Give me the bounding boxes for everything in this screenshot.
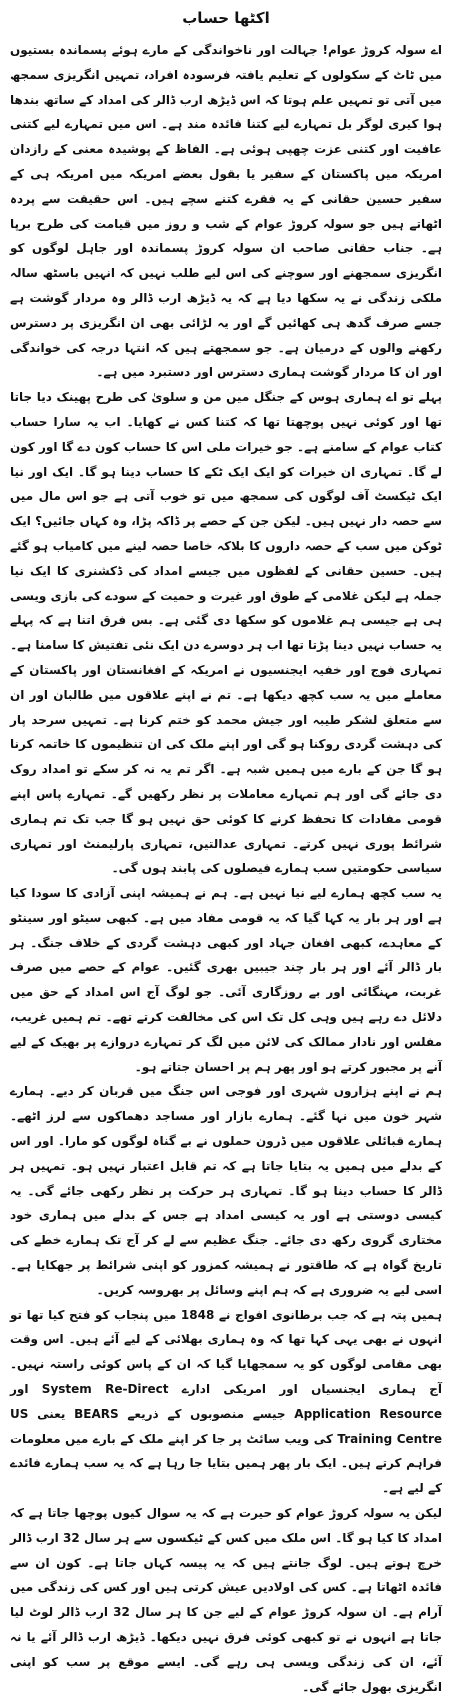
article-paragraph: ہمیں پتہ ہے کہ جب برطانوی افواج نے 1848 میں پنجاب کو فتح کیا تھا تو انہوں نے بھی یہی کہا تھا کہ وہ ہماری بھلائی کے لیے آئے ہیں۔ اس وقت بھی مقامی لوگوں کو یہ سمجھایا گیا کہ ان کے پاس کوئی راستہ نہیں۔ آج ہماری ایجنسیاں اور امریکی ادارے System Re-Direct اور Application Resource جیسے منصوبوں کے ذریعے BEARS یعنی US Training Centre کی ویب سائٹ پر جا کر اپنے ملک کے بارے میں معلومات فراہم کرتے ہیں۔ ایک بار پھر ہمیں بتایا جا رہا ہے کہ یہ سب ہمارے فائدے کے لیے ہے۔: [10, 1307, 443, 1496]
article-paragraph: ہم نے اپنے ہزاروں شہری اور فوجی اس جنگ میں قربان کر دیے۔ ہمارے شہر خون میں نہا گئے۔ ہمارے بازار اور مساجد دھماکوں سے لرز اٹھے۔ ہمارے قبائلی علاقوں میں ڈرون حملوں نے بے گناہ لوگوں کو مارا۔ اور اس کے بدلے میں ہمیں یہ بتایا جاتا ہے کہ تم قابل اعتبار نہیں ہو۔ تمہیں ہر ڈالر کا حساب دینا ہو گا۔ تمہاری ہر حرکت پر نظر رکھی جائے گی۔ یہ کیسی دوستی ہے اور یہ کیسی امداد ہے جس کے بدلے میں ہماری خود مختاری گروی رکھ دی جائے۔ جنگ عظیم سے لے کر آج تک ہمارے خطے کی تاریخ گواہ ہے کہ طاقتور نے ہمیشہ کمزور کو اپنی شرائط پر جھکایا ہے۔ اسی لیے یہ ضروری ہے کہ ہم اپنے وسائل پر بھروسہ کریں۔: [10, 1084, 442, 1297]
article-paragraph: اے سولہ کروڑ عوام! جہالت اور ناخواندگی کے مارے ہوئے پسماندہ بستیوں میں ٹاٹ کے سکولوں کے تعلیم یافتہ فرسودہ افراد، تمہیں انگریزی سمجھ میں آتی تو تمہیں علم ہوتا کہ اس ڈیڑھ ارب ڈالر کی امداد کے ساتھ بندھا ہوا کیری لوگر بل تمہارے لیے کتنا فائدہ مند ہے۔ اس میں تمہارے لیے کتنی عافیت اور کتنی عزت چھپی ہوئی ہے۔ الفاظ کے پوشیدہ معنی کے رازدان امریکہ میں پاکستان کے سفیر یا بقول بعضے امریکہ میں امریکہ ہی کے سفیر حسین حقانی کے یہ فقرے کتنے سچے ہیں۔ اس حقیقت سے پردہ اٹھاتے ہیں جو سولہ کروڑ عوام کے شب و روز میں قیامت کی طرح برپا ہے۔ جناب حقانی صاحب ان سولہ کروڑ پسماندہ اور جاہل لوگوں کو انگریزی سمجھنے اور سوچنے کی اس لیے طلب نہیں کہ انہیں باسٹھ سالہ ملکی زندگی نے یہ سکھا دیا ہے کہ یہ ڈیڑھ ارب ڈالر وہ مردار گوشت ہے جسے صرف گدھ ہی کھائیں گے اور یہ لڑائی بھی ان انگریزی پر دسترس رکھنے والوں کے درمیان ہے۔ جو سمجھتے ہیں کہ انتہا درجہ کی خواندگی اور ان کا مردار گوشت ہماری دسترس اور دستبرد میں ہے۔: [10, 43, 443, 380]
article-body: [10, 38, 443, 1694]
article-paragraph: لیکن یہ سولہ کروڑ عوام کو حیرت ہے کہ یہ سوال کیوں پوچھا جاتا ہے کہ امداد کا کیا ہو گا۔ اس ملک میں کس کے ٹیکسوں سے ہر سال 32 ارب ڈالر خرچ ہوتے ہیں۔ لوگ جانتے ہیں کہ یہ پیسہ کہاں جاتا ہے۔ کون ان سے فائدہ اٹھاتا ہے۔ کس کی اولادیں عیش کرتی ہیں اور کس کی زندگی میں آرام ہے۔ ان سولہ کروڑ عوام کے لیے جن کا ہر سال 32 ارب ڈالر لوٹ لیا جاتا ہے انہوں نے تو کبھی کوئی فرق نہیں دیکھا۔ ڈیڑھ ارب ڈالر آئے یا نہ آئے، ان کی زندگی ویسی ہی رہے گی۔ ایسے موقع پر سب کو اپنی انگریزی بھول جائے گی۔: [10, 1506, 443, 1694]
article-paragraph: تمہاری فوج اور خفیہ ایجنسیوں نے امریکہ کے افغانستان اور پاکستان کے معاملے میں یہ سب کچھ دیکھا ہے۔ تم نے اپنے علاقوں میں طالبان اور ان سے متعلق لشکر طیبہ اور جیش محمد کو ختم کرنا ہے۔ تمہیں سرحد پار کی دہشت گردی روکنا ہو گی اور اپنے ملک کی ان تنظیموں کا خاتمہ کرنا ہو گا جن کے بارے میں ہمیں شبہ ہے۔ اگر تم یہ نہ کر سکے تو امداد روک دی جائے گی اور ہم تمہارے معاملات پر نظر رکھیں گے۔ تمہارے پاس اپنے قومی مفادات کا تحفظ کرنے کا کوئی حق نہیں ہو گا جب تک تم ہماری شرائط پوری نہیں کرتے۔ تمہاری عدالتیں، تمہاری پارلیمنٹ اور تمہاری سیاسی حکومتیں سب ہمارے فیصلوں کی پابند ہوں گی۔: [10, 662, 442, 876]
article-title: اکٹھا حساب: [182, 9, 270, 27]
article-paragraph: پہلے تو اے ہماری ہوس کے جنگل میں من و سلویٰ کی طرح پھینک دیا جاتا تھا اور کوئی نہیں پوچھتا تھا کہ کتنا کس نے کھایا۔ اب یہ سارا حساب کتاب عوام کے سامنے ہے۔ جو خیرات ملی اس کا حساب کون دے گا اور کون لے گا۔ تمہاری ان خیرات کو ایک ایک ٹکے کا حساب دینا ہو گا۔ ایک اور نیا ایک ٹیکسٹ آف لوگوں کی سمجھ میں تو خوب آتی ہے جو اس مال میں سے حصہ دار نہیں ہیں۔ لیکن جن کے حصے پر ڈاکہ پڑا، وہ کہاں جائیں؟ ایک ٹوکن میں سب کے حصہ داروں کا بلاکہ خاصا حصہ لینے میں کامیاب ہو گئے ہیں۔ حسین حقانی کے لفظوں میں جیسے امداد کی ڈکشنری کا ایک نیا جملہ ہے لیکن غلامی کے طوق اور غیرت و حمیت کے سودے کی بازی ویسی ہی ہے جیسی ہم غلاموں کو سکھا دی گئی ہے۔ بس فرق اتنا ہے کہ پہلے یہ حساب نہیں دینا پڑتا تھا اب ہر دوسرے دن ایک نئی تفتیش کا سامنا ہے۔: [10, 390, 442, 653]
article-paragraph: یہ سب کچھ ہمارے لیے نیا نہیں ہے۔ ہم نے ہمیشہ اپنی آزادی کا سودا کیا ہے اور ہر بار یہ کہا گیا کہ یہ قومی مفاد میں ہے۔ کبھی سیٹو اور سینٹو کے معاہدے، کبھی افغان جہاد اور کبھی دہشت گردی کے خلاف جنگ۔ ہر بار ڈالر آئے اور ہر بار چند جیبیں بھری گئیں۔ عوام کے حصے میں صرف غربت، مہنگائی اور بے روزگاری آئی۔ جو لوگ آج اس امداد کے حق میں دلائل دے رہے ہیں وہی کل تک اس کی مخالفت کرتے تھے۔ تم ہمیں غریب، مفلس اور نادار ممالک کی لائن میں لگ کر تمہارے دروازے پر بھیک کے لیے آنے پر مجبور کرتے ہو اور پھر ہم پر احسان جتاتے ہو۔: [10, 886, 442, 1074]
